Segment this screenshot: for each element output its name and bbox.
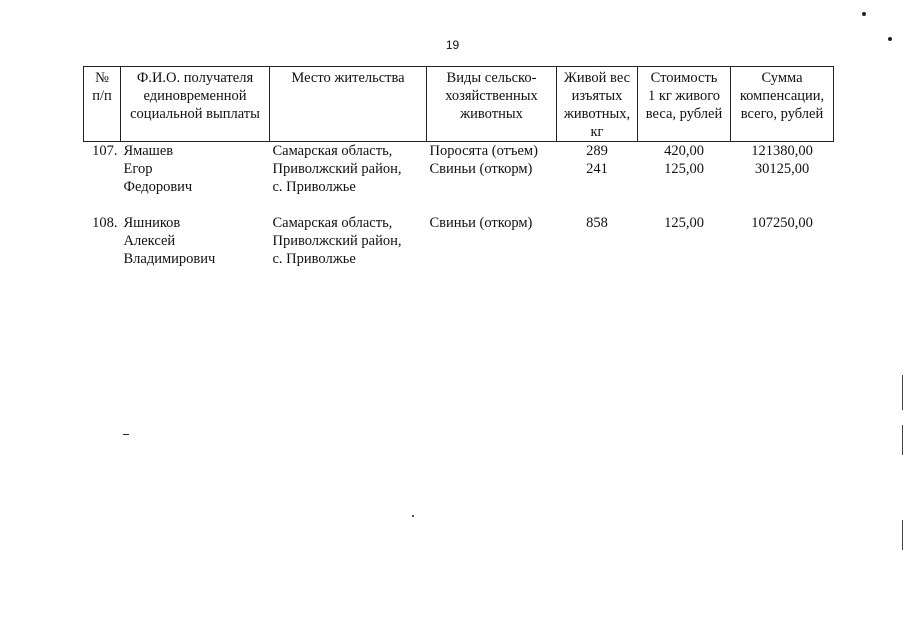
name-line: Яшников — [123, 215, 181, 231]
price-value: 125,00 — [664, 215, 704, 231]
place-line: Приволжский район, — [272, 161, 402, 177]
name-line: Владимирович — [123, 251, 216, 267]
weight-value: 241 — [586, 161, 608, 177]
place-line: с. Приволжье — [272, 251, 356, 267]
sum-value: 30125,00 — [754, 161, 810, 177]
recipient-name — [121, 214, 270, 268]
header-line: хозяйственных — [445, 88, 538, 104]
scan-speck — [412, 515, 414, 517]
header-line: Стоимость — [650, 70, 718, 86]
scan-edge-line — [902, 425, 903, 455]
compensation-table — [83, 66, 834, 268]
header-line: кг — [590, 124, 604, 140]
page-number: 19 — [445, 38, 460, 52]
sum-value: 121380,00 — [751, 143, 813, 159]
price-per-kg — [638, 142, 731, 197]
place-line: Самарская область, — [272, 143, 393, 159]
animal-kinds — [427, 214, 557, 268]
table-row — [84, 142, 834, 197]
header-residence — [270, 67, 427, 142]
price-value: 125,00 — [664, 161, 704, 177]
header-line: изъятых — [571, 88, 623, 104]
weight-value: 858 — [586, 215, 608, 231]
header-line: веса, рублей — [645, 106, 723, 122]
place-line: с. Приволжье — [272, 179, 356, 195]
header-line: № — [95, 70, 109, 86]
header-line: животных — [460, 106, 523, 122]
total-compensation — [731, 142, 834, 197]
kind-line: Свиньи (откорм) — [429, 161, 533, 177]
header-line: Сумма — [761, 70, 803, 86]
name-line: Алексей — [123, 233, 176, 249]
live-weight — [557, 142, 638, 197]
scan-speck — [123, 434, 129, 435]
name-line: Федорович — [123, 179, 193, 195]
animal-kinds — [427, 142, 557, 197]
place-line: Самарская область, — [272, 215, 393, 231]
header-live-weight — [557, 67, 638, 142]
header-price-per-kg — [638, 67, 731, 142]
residence — [270, 142, 427, 197]
header-line: п/п — [92, 88, 112, 104]
header-line: всего, рублей — [740, 106, 824, 122]
scan-edge-line — [902, 520, 903, 550]
header-line: единовременной — [143, 88, 247, 104]
spacer-cell — [84, 196, 834, 214]
header-line: Место жительства — [291, 70, 405, 86]
residence — [270, 214, 427, 268]
row-number: 108. — [92, 215, 118, 231]
row-spacer — [84, 196, 834, 214]
header-line: компенсации, — [739, 88, 825, 104]
price-value: 420,00 — [664, 143, 704, 159]
header-line: животных, — [563, 106, 631, 122]
header-recipient-name — [121, 67, 270, 142]
table-header-row — [84, 67, 834, 142]
recipient-name — [121, 142, 270, 197]
weight-value: 289 — [586, 143, 608, 159]
scan-edge-line — [902, 375, 903, 410]
name-line: Ямашев — [123, 143, 174, 159]
header-line: Живой вес — [563, 70, 631, 86]
header-line: 1 кг живого — [647, 88, 721, 104]
header-line: Ф.И.О. получателя — [136, 70, 254, 86]
header-animal-kinds — [427, 67, 557, 142]
header-total-compensation — [731, 67, 834, 142]
total-compensation — [731, 214, 834, 268]
header-line: социальной выплаты — [130, 106, 260, 122]
row-number: 107. — [92, 143, 118, 159]
header-number — [84, 67, 121, 142]
price-per-kg — [638, 214, 731, 268]
place-line: Приволжский район, — [272, 233, 402, 249]
header-line: Виды сельско- — [446, 70, 537, 86]
sum-value: 107250,00 — [751, 215, 813, 231]
name-line: Егор — [123, 161, 153, 177]
live-weight — [557, 214, 638, 268]
table-row — [84, 214, 834, 268]
kind-line: Свиньи (откорм) — [429, 215, 533, 231]
kind-line: Поросята (отъем) — [429, 143, 538, 159]
scan-speck — [862, 12, 866, 16]
